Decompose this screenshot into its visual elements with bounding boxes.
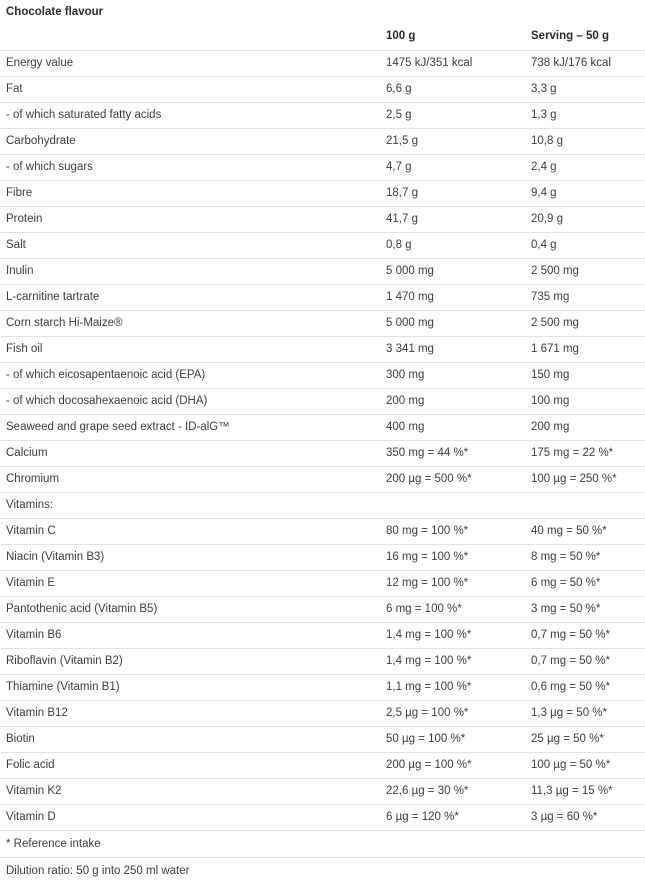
- value-serving: 100 mg: [525, 389, 645, 415]
- value-serving: 3 mg = 50 %*: [525, 597, 645, 623]
- table-row: [0, 233, 645, 259]
- value-serving: 3 µg = 60 %*: [525, 805, 645, 831]
- nutrient-label: - of which sugars: [0, 155, 380, 181]
- nutrient-label: Vitamins:: [0, 493, 380, 519]
- table-row: [0, 493, 645, 519]
- nutrient-label: Seaweed and grape seed extract - ID-alG™: [0, 415, 380, 441]
- value-100g: 2,5 g: [380, 103, 525, 129]
- value-100g: 6,6 g: [380, 77, 525, 103]
- nutrient-label: Vitamin C: [0, 519, 380, 545]
- value-serving: 20,9 g: [525, 207, 645, 233]
- value-serving: 735 mg: [525, 285, 645, 311]
- value-serving: 150 mg: [525, 363, 645, 389]
- value-serving: 6 mg = 50 %*: [525, 571, 645, 597]
- nutrient-label: - of which eicosapentaenoic acid (EPA): [0, 363, 380, 389]
- value-100g: 1,1 mg = 100 %*: [380, 675, 525, 701]
- value-serving: 0,7 mg = 50 %*: [525, 623, 645, 649]
- value-serving: 0,6 mg = 50 %*: [525, 675, 645, 701]
- nutrient-label: - of which saturated fatty acids: [0, 103, 380, 129]
- table-row: [0, 51, 645, 77]
- value-100g: 400 mg: [380, 415, 525, 441]
- nutrient-label: Corn starch Hi-Maize®: [0, 311, 380, 337]
- table-body: [0, 51, 645, 831]
- value-100g: [380, 493, 525, 519]
- value-100g: 4,7 g: [380, 155, 525, 181]
- dilution-ratio-note: Dilution ratio: 50 g into 250 ml water: [6, 865, 190, 877]
- value-100g: 80 mg = 100 %*: [380, 519, 525, 545]
- value-100g: 2,5 µg = 100 %*: [380, 701, 525, 727]
- value-100g: 6 mg = 100 %*: [380, 597, 525, 623]
- nutrient-label: Fat: [0, 77, 380, 103]
- value-serving: 9,4 g: [525, 181, 645, 207]
- value-serving: 11,3 µg = 15 %*: [525, 779, 645, 805]
- value-100g: 18,7 g: [380, 181, 525, 207]
- table-row: [0, 701, 645, 727]
- column-header-serving: Serving – 50 g: [525, 26, 645, 51]
- value-serving: 1,3 g: [525, 103, 645, 129]
- value-serving: 100 µg = 50 %*: [525, 753, 645, 779]
- column-header-nutrient: [0, 26, 380, 51]
- value-100g: 16 mg = 100 %*: [380, 545, 525, 571]
- nutrient-label: L-carnitine tartrate: [0, 285, 380, 311]
- value-100g: 5 000 mg: [380, 259, 525, 285]
- table-header: [0, 26, 645, 51]
- header-row: [0, 26, 645, 51]
- nutrient-label: Folic acid: [0, 753, 380, 779]
- nutrient-label: Calcium: [0, 441, 380, 467]
- table-row: [0, 181, 645, 207]
- nutrient-label: Salt: [0, 233, 380, 259]
- value-100g: 50 µg = 100 %*: [380, 727, 525, 753]
- value-100g: 300 mg: [380, 363, 525, 389]
- table-row: [0, 441, 645, 467]
- value-serving: 25 µg = 50 %*: [525, 727, 645, 753]
- value-100g: 1475 kJ/351 kcal: [380, 51, 525, 77]
- table-row: [0, 571, 645, 597]
- table-row: [0, 649, 645, 675]
- value-serving: 738 kJ/176 kcal: [525, 51, 645, 77]
- table-row: [0, 155, 645, 181]
- table-row: [0, 623, 645, 649]
- value-serving: 3,3 g: [525, 77, 645, 103]
- table-row: [0, 389, 645, 415]
- column-header-100g: 100 g: [380, 26, 525, 51]
- value-100g: 200 mg: [380, 389, 525, 415]
- table-row: [0, 259, 645, 285]
- nutrient-label: Vitamin E: [0, 571, 380, 597]
- value-serving: 1 671 mg: [525, 337, 645, 363]
- table-row: [0, 779, 645, 805]
- value-100g: 6 µg = 120 %*: [380, 805, 525, 831]
- table-row: [0, 675, 645, 701]
- value-serving: [525, 493, 645, 519]
- nutrient-label: Riboflavin (Vitamin B2): [0, 649, 380, 675]
- value-100g: 12 mg = 100 %*: [380, 571, 525, 597]
- table-row: [0, 545, 645, 571]
- table-row: [0, 285, 645, 311]
- nutrition-table: [0, 26, 645, 831]
- table-row: [0, 207, 645, 233]
- table-row: [0, 597, 645, 623]
- value-serving: 200 mg: [525, 415, 645, 441]
- nutrient-label: Niacin (Vitamin B3): [0, 545, 380, 571]
- value-100g: 41,7 g: [380, 207, 525, 233]
- value-100g: 5 000 mg: [380, 311, 525, 337]
- value-100g: 3 341 mg: [380, 337, 525, 363]
- value-100g: 0,8 g: [380, 233, 525, 259]
- value-serving: 2,4 g: [525, 155, 645, 181]
- value-serving: 8 mg = 50 %*: [525, 545, 645, 571]
- table-row: [0, 103, 645, 129]
- nutrient-label: Carbohydrate: [0, 129, 380, 155]
- nutrient-label: - of which docosahexaenoic acid (DHA): [0, 389, 380, 415]
- value-100g: 1,4 mg = 100 %*: [380, 623, 525, 649]
- value-100g: 200 µg = 100 %*: [380, 753, 525, 779]
- table-row: [0, 337, 645, 363]
- nutrient-label: Protein: [0, 207, 380, 233]
- nutrient-label: Vitamin B6: [0, 623, 380, 649]
- value-100g: 22,6 µg = 30 %*: [380, 779, 525, 805]
- value-100g: 1,4 mg = 100 %*: [380, 649, 525, 675]
- value-serving: 2 500 mg: [525, 311, 645, 337]
- table-row: [0, 363, 645, 389]
- nutrient-label: Vitamin B12: [0, 701, 380, 727]
- table-row: [0, 467, 645, 493]
- value-100g: 200 µg = 500 %*: [380, 467, 525, 493]
- value-serving: 2 500 mg: [525, 259, 645, 285]
- value-100g: 1 470 mg: [380, 285, 525, 311]
- nutrient-label: Fish oil: [0, 337, 380, 363]
- value-serving: 10,8 g: [525, 129, 645, 155]
- nutrient-label: Vitamin D: [0, 805, 380, 831]
- nutrient-label: Thiamine (Vitamin B1): [0, 675, 380, 701]
- flavour-title: Chocolate flavour: [6, 6, 104, 18]
- nutrient-label: Fibre: [0, 181, 380, 207]
- value-100g: 350 mg = 44 %*: [380, 441, 525, 467]
- value-serving: 175 mg = 22 %*: [525, 441, 645, 467]
- table-row: [0, 727, 645, 753]
- table-row: [0, 519, 645, 545]
- nutrient-label: Biotin: [0, 727, 380, 753]
- table-row: [0, 753, 645, 779]
- value-serving: 100 µg = 250 %*: [525, 467, 645, 493]
- nutrient-label: Energy value: [0, 51, 380, 77]
- reference-intake-footnote: * Reference intake: [0, 831, 645, 858]
- nutrient-label: Pantothenic acid (Vitamin B5): [0, 597, 380, 623]
- value-serving: 1,3 µg = 50 %*: [525, 701, 645, 727]
- value-100g: 21,5 g: [380, 129, 525, 155]
- table-row: [0, 129, 645, 155]
- table-row: [0, 415, 645, 441]
- value-serving: 0,7 mg = 50 %*: [525, 649, 645, 675]
- nutrient-label: Inulin: [0, 259, 380, 285]
- nutrient-label: Vitamin K2: [0, 779, 380, 805]
- table-row: [0, 77, 645, 103]
- table-row: [0, 311, 645, 337]
- value-serving: 40 mg = 50 %*: [525, 519, 645, 545]
- nutrient-label: Chromium: [0, 467, 380, 493]
- value-serving: 0,4 g: [525, 233, 645, 259]
